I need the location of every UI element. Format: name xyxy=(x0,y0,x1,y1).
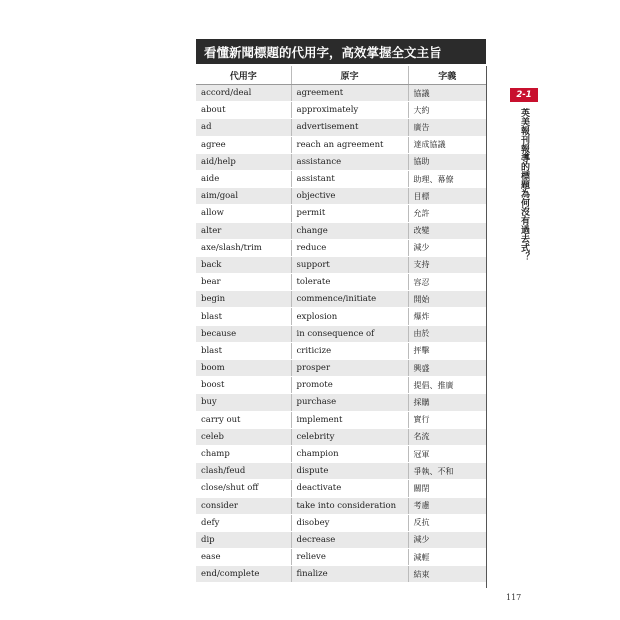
cell-substitute-word: clash/feud xyxy=(196,463,291,480)
table-row xyxy=(196,256,486,273)
cell-meaning: 支持 xyxy=(408,256,486,273)
column-header-original: 原字 xyxy=(291,66,408,85)
table-row xyxy=(196,566,486,583)
cell-substitute-word: boost xyxy=(196,377,291,394)
cell-meaning: 冠軍 xyxy=(408,445,486,462)
cell-meaning: 提倡、推廣 xyxy=(408,377,486,394)
cell-substitute-word: aid/help xyxy=(196,153,291,170)
cell-meaning: 減少 xyxy=(408,239,486,256)
column-header-substitute: 代用字 xyxy=(196,66,291,85)
cell-substitute-word: ease xyxy=(196,549,291,566)
table-row xyxy=(196,428,486,445)
cell-meaning: 協助 xyxy=(408,153,486,170)
right-divider-line xyxy=(486,66,487,588)
chapter-tab: 2-1 xyxy=(510,88,538,102)
table-row xyxy=(196,205,486,222)
cell-substitute-word: about xyxy=(196,102,291,119)
column-header-meaning: 字義 xyxy=(408,66,486,85)
cell-meaning: 減少 xyxy=(408,531,486,548)
section-title: 看懂新聞標題的代用字，高效掌握全文主旨 xyxy=(196,39,486,64)
table-row xyxy=(196,102,486,119)
cell-original-word: celebrity xyxy=(291,428,408,445)
cell-meaning: 開始 xyxy=(408,291,486,308)
cell-meaning: 採購 xyxy=(408,394,486,411)
cell-substitute-word: blast xyxy=(196,308,291,325)
cell-substitute-word: blast xyxy=(196,342,291,359)
cell-meaning: 爆炸 xyxy=(408,308,486,325)
cell-original-word: promote xyxy=(291,377,408,394)
cell-substitute-word: end/complete xyxy=(196,566,291,583)
cell-meaning: 關閉 xyxy=(408,480,486,497)
cell-meaning: 由於 xyxy=(408,325,486,342)
cell-original-word: objective xyxy=(291,188,408,205)
table-row xyxy=(196,119,486,136)
table-row xyxy=(196,85,486,102)
table-row xyxy=(196,136,486,153)
cell-substitute-word: back xyxy=(196,256,291,273)
cell-substitute-word: allow xyxy=(196,205,291,222)
table-row xyxy=(196,342,486,359)
cell-original-word: tolerate xyxy=(291,274,408,291)
cell-substitute-word: agree xyxy=(196,136,291,153)
cell-meaning: 改變 xyxy=(408,222,486,239)
cell-substitute-word: carry out xyxy=(196,411,291,428)
cell-meaning: 助理、幕僚 xyxy=(408,170,486,187)
cell-original-word: finalize xyxy=(291,566,408,583)
cell-original-word: disobey xyxy=(291,514,408,531)
cell-meaning: 達成協議 xyxy=(408,136,486,153)
table-row xyxy=(196,188,486,205)
table-row xyxy=(196,514,486,531)
table-row xyxy=(196,222,486,239)
table-row xyxy=(196,153,486,170)
table-row xyxy=(196,480,486,497)
table-row xyxy=(196,377,486,394)
cell-meaning: 目標 xyxy=(408,188,486,205)
table-row xyxy=(196,411,486,428)
cell-meaning: 名流 xyxy=(408,428,486,445)
cell-substitute-word: consider xyxy=(196,497,291,514)
cell-original-word: change xyxy=(291,222,408,239)
cell-substitute-word: buy xyxy=(196,394,291,411)
cell-substitute-word: champ xyxy=(196,445,291,462)
table-header-row xyxy=(196,66,486,85)
cell-original-word: explosion xyxy=(291,308,408,325)
cell-original-word: relieve xyxy=(291,549,408,566)
cell-meaning: 興盛 xyxy=(408,360,486,377)
cell-original-word: permit xyxy=(291,205,408,222)
cell-substitute-word: ad xyxy=(196,119,291,136)
table-row xyxy=(196,549,486,566)
cell-meaning: 抨擊 xyxy=(408,342,486,359)
cell-original-word: purchase xyxy=(291,394,408,411)
cell-original-word: take into consideration xyxy=(291,497,408,514)
cell-original-word: assistance xyxy=(291,153,408,170)
cell-substitute-word: celeb xyxy=(196,428,291,445)
cell-meaning: 實行 xyxy=(408,411,486,428)
cell-original-word: in consequence of xyxy=(291,325,408,342)
cell-original-word: champion xyxy=(291,445,408,462)
table-row xyxy=(196,360,486,377)
cell-substitute-word: aide xyxy=(196,170,291,187)
cell-meaning: 減輕 xyxy=(408,549,486,566)
cell-meaning: 反抗 xyxy=(408,514,486,531)
cell-substitute-word: aim/goal xyxy=(196,188,291,205)
cell-substitute-word: begin xyxy=(196,291,291,308)
table-body xyxy=(196,85,486,583)
table-row xyxy=(196,274,486,291)
cell-substitute-word: axe/slash/trim xyxy=(196,239,291,256)
cell-original-word: criticize xyxy=(291,342,408,359)
cell-original-word: advertisement xyxy=(291,119,408,136)
cell-substitute-word: defy xyxy=(196,514,291,531)
cell-original-word: reduce xyxy=(291,239,408,256)
cell-original-word: approximately xyxy=(291,102,408,119)
cell-meaning: 廣告 xyxy=(408,119,486,136)
cell-meaning: 允許 xyxy=(408,205,486,222)
cell-substitute-word: close/shut off xyxy=(196,480,291,497)
cell-original-word: deactivate xyxy=(291,480,408,497)
table-row xyxy=(196,170,486,187)
table-row xyxy=(196,463,486,480)
cell-substitute-word: alter xyxy=(196,222,291,239)
cell-substitute-word: dip xyxy=(196,531,291,548)
table-row xyxy=(196,291,486,308)
table-row xyxy=(196,239,486,256)
cell-substitute-word: boom xyxy=(196,360,291,377)
cell-original-word: agreement xyxy=(291,85,408,102)
cell-meaning: 協議 xyxy=(408,85,486,102)
cell-original-word: decrease xyxy=(291,531,408,548)
table-row xyxy=(196,325,486,342)
vocabulary-table xyxy=(196,66,486,583)
table-row xyxy=(196,394,486,411)
table-row xyxy=(196,531,486,548)
cell-substitute-word: because xyxy=(196,325,291,342)
cell-original-word: support xyxy=(291,256,408,273)
cell-substitute-word: accord/deal xyxy=(196,85,291,102)
table-row xyxy=(196,445,486,462)
cell-original-word: commence/initiate xyxy=(291,291,408,308)
cell-meaning: 結束 xyxy=(408,566,486,583)
cell-meaning: 爭執、不和 xyxy=(408,463,486,480)
page-number: 117 xyxy=(506,593,522,602)
cell-original-word: reach an agreement xyxy=(291,136,408,153)
cell-meaning: 大約 xyxy=(408,102,486,119)
table-row xyxy=(196,308,486,325)
cell-meaning: 容忍 xyxy=(408,274,486,291)
chapter-side-title: 英美報刊報導的標題為何沒有過去式？ xyxy=(519,108,529,261)
cell-original-word: assistant xyxy=(291,170,408,187)
table-row xyxy=(196,497,486,514)
cell-meaning: 考慮 xyxy=(408,497,486,514)
cell-original-word: dispute xyxy=(291,463,408,480)
cell-original-word: prosper xyxy=(291,360,408,377)
cell-original-word: implement xyxy=(291,411,408,428)
cell-substitute-word: bear xyxy=(196,274,291,291)
